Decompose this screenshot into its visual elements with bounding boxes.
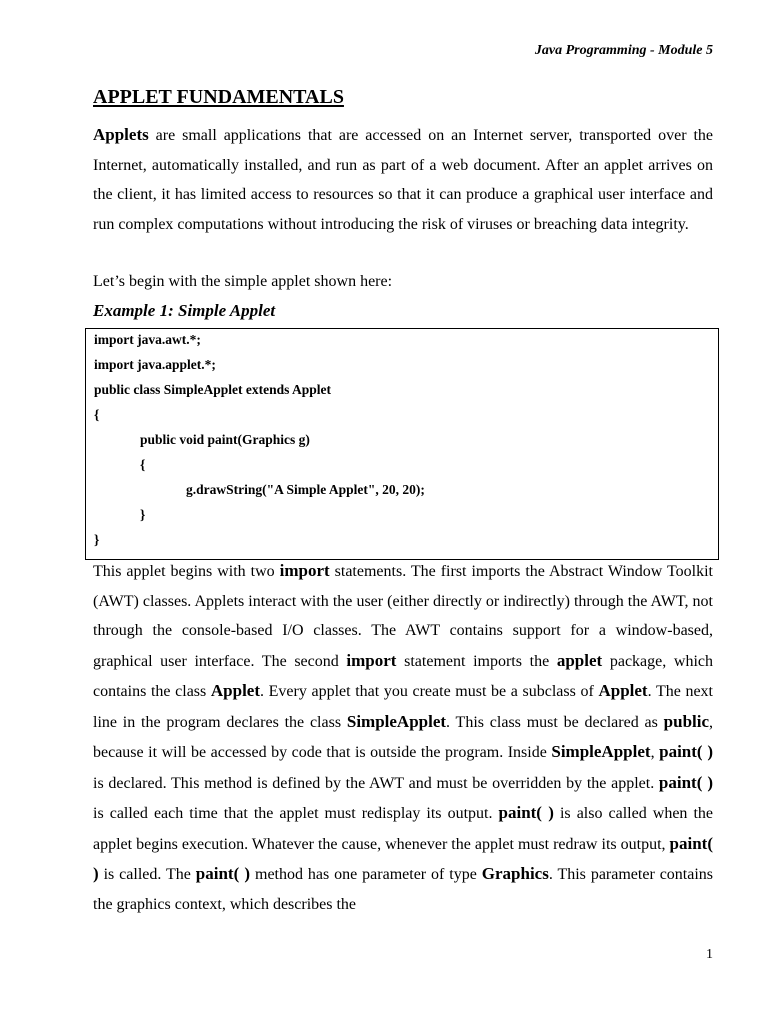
body-paragraph bbox=[93, 556, 713, 919]
body-text: . This class must be declared as bbox=[446, 713, 664, 731]
example-title: Example 1: Simple Applet bbox=[93, 301, 276, 320]
keyword-simpleapplet: SimpleApplet bbox=[346, 711, 447, 731]
keyword-applet-class: Applet bbox=[210, 681, 261, 700]
keyword-paint: paint( ) bbox=[195, 864, 251, 883]
lead-in-text: Let’s begin with the simple applet shown here: bbox=[93, 273, 393, 290]
code-line: } bbox=[94, 532, 100, 547]
body-text: . The next line in the program declares the class bbox=[93, 683, 713, 731]
body-text: is called. The bbox=[98, 866, 196, 883]
body-text: This applet begins with two bbox=[93, 563, 280, 580]
page-number: 1 bbox=[706, 947, 713, 962]
body-text: statements. The first imports the Abstract Window Toolkit (AWT) classes. Applets interact with the user (either directly or indirectly) through the AWT, not through the console-based I/O classes. The AWT contains support for a window-based, graphical user interface. The second bbox=[93, 563, 714, 670]
section-title: APPLET FUNDAMENTALS bbox=[93, 86, 344, 108]
code-line: g.drawString("A Simple Applet", 20, 20); bbox=[186, 482, 425, 497]
keyword-applet-class: Applet bbox=[598, 681, 648, 700]
keyword-applet: applet bbox=[556, 650, 603, 670]
body-text: . This parameter contains the graphics context, which describes the bbox=[93, 866, 714, 913]
code-line: import java.applet.*; bbox=[94, 357, 216, 372]
keyword-paint: paint( ) bbox=[659, 742, 714, 761]
keyword-import: import bbox=[346, 650, 397, 670]
code-line: } bbox=[140, 507, 146, 522]
body-text: , bbox=[650, 744, 660, 761]
keyword-simpleapplet: SimpleApplet bbox=[551, 742, 651, 761]
code-line: { bbox=[140, 457, 146, 472]
body-text: package, which contains the class bbox=[93, 652, 714, 700]
body-text: statement imports the bbox=[396, 652, 557, 670]
keyword-paint: paint( ) bbox=[93, 833, 713, 883]
body-text: is declared. This method is defined by the AWT and must be overridden by the applet. bbox=[93, 774, 659, 792]
body-text: is called each time that the applet must redisplay its output. bbox=[93, 805, 499, 822]
body-text: , because it will be accessed by code that is outside the program. Inside bbox=[93, 713, 714, 761]
running-header: Java Programming - Module 5 bbox=[534, 43, 713, 58]
keyword-paint: paint( ) bbox=[498, 803, 554, 822]
intro-paragraph bbox=[93, 120, 713, 239]
keyword-import: import bbox=[279, 561, 330, 580]
code-line: { bbox=[94, 407, 100, 422]
term-applets: Applets bbox=[93, 125, 149, 144]
code-line: import java.awt.*; bbox=[94, 332, 201, 347]
keyword-paint: paint( ) bbox=[658, 772, 714, 792]
body-text: is also called when the applet begins execution. Whatever the cause, whenever the applet must redraw its output, bbox=[93, 805, 714, 853]
code-line: public void paint(Graphics g) bbox=[140, 432, 310, 447]
body-text: . Every applet that you create must be a subclass of bbox=[260, 683, 599, 700]
body-text: method has one parameter of type bbox=[250, 866, 482, 883]
intro-text: are small applications that are accessed on an Internet server, transported over the Internet, automatically installed, and run as part of a web document. After an applet arrives on the client, it has limited access to resources so that it can produce a graphical user interface and run complex computations without introducing the risk of viruses or breaching data integrity. bbox=[93, 127, 713, 233]
keyword-graphics: Graphics bbox=[481, 864, 549, 883]
keyword-public: public bbox=[663, 711, 710, 731]
code-line: public class SimpleApplet extends Applet bbox=[94, 382, 332, 397]
code-listing bbox=[85, 328, 719, 560]
